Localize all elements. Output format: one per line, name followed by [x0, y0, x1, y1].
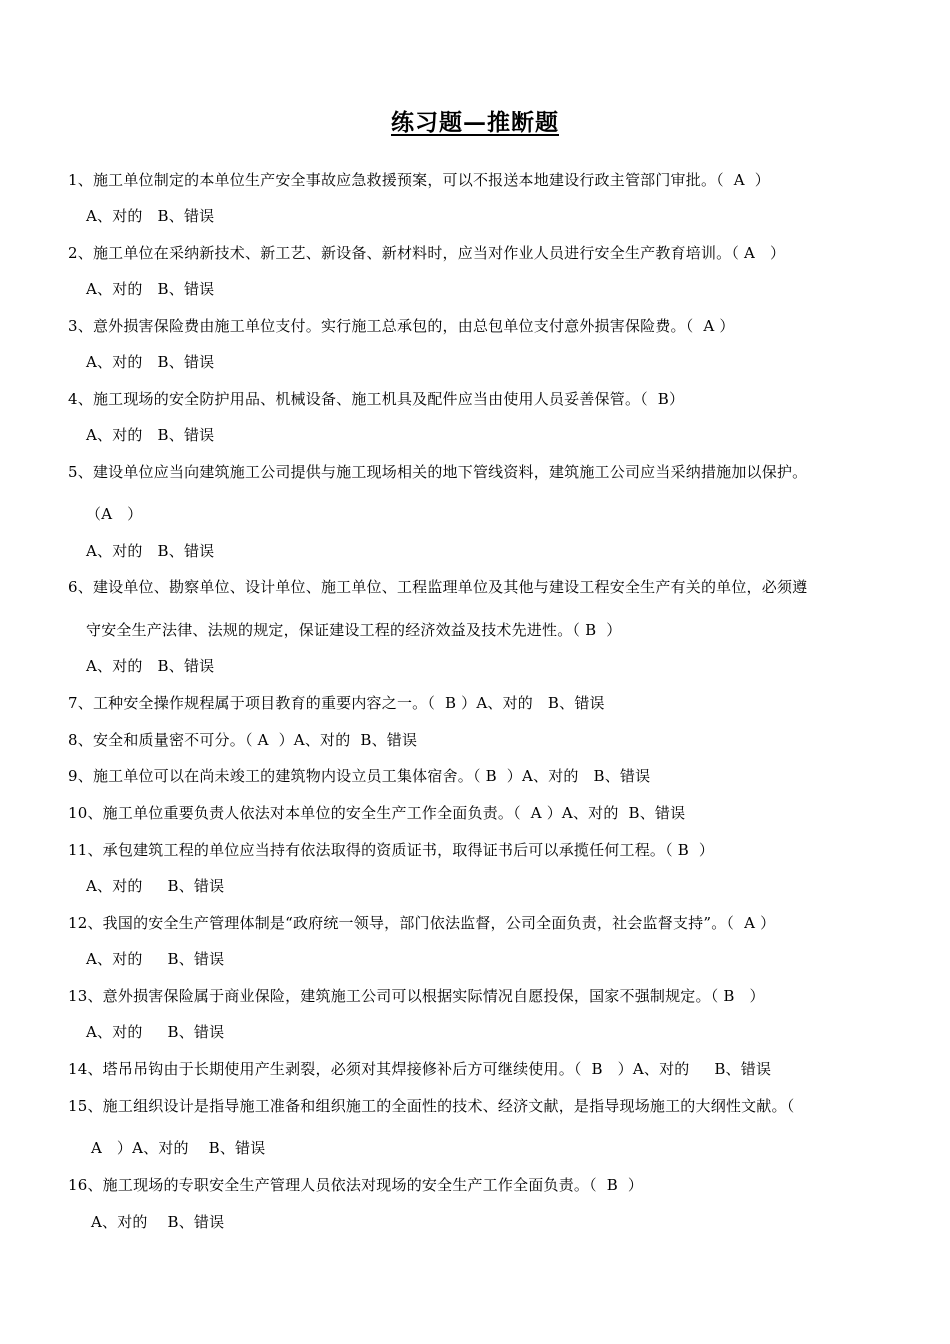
answer-options: A、对的 B、错误 [86, 280, 215, 298]
question-text: 1、施工单位制定的本单位生产安全事故应急救援预案，可以不报送本地建设行政主管部门审批。（ A ） [68, 171, 770, 189]
question-text: 10、施工单位重要负责人依法对本单位的安全生产工作全面负责。（ A ）A、对的 B、错误 [68, 804, 686, 822]
question-text: 3、意外损害保险费由施工单位支付。实行施工总承包的，由总包单位支付意外损害保险费。（ A ） [68, 317, 735, 335]
question-text: 12、我国的安全生产管理体制是“政府统一领导，部门依法监督，公司全面负责，社会监督支持”。（ A ） [68, 914, 776, 932]
answer-options: A、对的 B、错误 [86, 1213, 225, 1231]
question-text: 13、意外损害保险属于商业保险，建筑施工公司可以根据实际情况自愿投保，国家不强制规定。（ B ） [68, 987, 765, 1005]
question-continuation: 守安全生产法律、法规的规定，保证建设工程的经济效益及技术先进性。（ B ） [86, 621, 622, 639]
question-text: 4、施工现场的安全防护用品、机械设备、施工机具及配件应当由使用人员妥善保管。（ B） [68, 390, 685, 408]
question-text: 14、塔吊吊钩由于长期使用产生剥裂，必须对其焊接修补后方可继续使用。（ B ）A、对的 B、错误 [68, 1060, 772, 1078]
answer-options: A、对的 B、错误 [86, 207, 215, 225]
answer-options: A、对的 B、错误 [86, 542, 215, 560]
answer-options: A、对的 B、错误 [86, 657, 215, 675]
answer-options: A、对的 B、错误 [86, 426, 215, 444]
question-continuation: A ）A、对的 B、错误 [86, 1139, 266, 1157]
answer-options: A、对的 B、错误 [86, 950, 225, 968]
question-continuation: （A ） [86, 505, 143, 523]
page-title: 练习题—推断题 [391, 109, 559, 136]
question-text: 2、施工单位在采纳新技术、新工艺、新设备、新材料时，应当对作业人员进行安全生产教育培训。（ A ） [68, 244, 786, 262]
question-text: 15、施工组织设计是指导施工准备和组织施工的全面性的技术、经济文献，是指导现场施工的大纲性文献。（ [68, 1097, 795, 1115]
question-text: 7、工种安全操作规程属于项目教育的重要内容之一。（ B ）A、对的 B、错误 [68, 694, 605, 712]
answer-options: A、对的 B、错误 [86, 877, 225, 895]
question-text: 8、安全和质量密不可分。（ A ）A、对的 B、错误 [68, 731, 418, 749]
question-text: 5、建设单位应当向建筑施工公司提供与施工现场相关的地下管线资料，建筑施工公司应当采纳措施加以保护。 [68, 463, 808, 481]
question-text: 9、施工单位可以在尚未竣工的建筑物内设立员工集体宿舍。（ B ）A、对的 B、错误 [68, 767, 651, 785]
question-text: 16、施工现场的专职安全生产管理人员依法对现场的安全生产工作全面负责。（ B ） [68, 1176, 644, 1194]
answer-options: A、对的 B、错误 [86, 1023, 225, 1041]
question-text: 6、建设单位、勘察单位、设计单位、施工单位、工程监理单位及其他与建设工程安全生产有关的单位，必须遵 [68, 578, 808, 596]
question-text: 11、承包建筑工程的单位应当持有依法取得的资质证书，取得证书后可以承揽任何工程。（ B ） [68, 841, 715, 859]
answer-options: A、对的 B、错误 [86, 353, 215, 371]
